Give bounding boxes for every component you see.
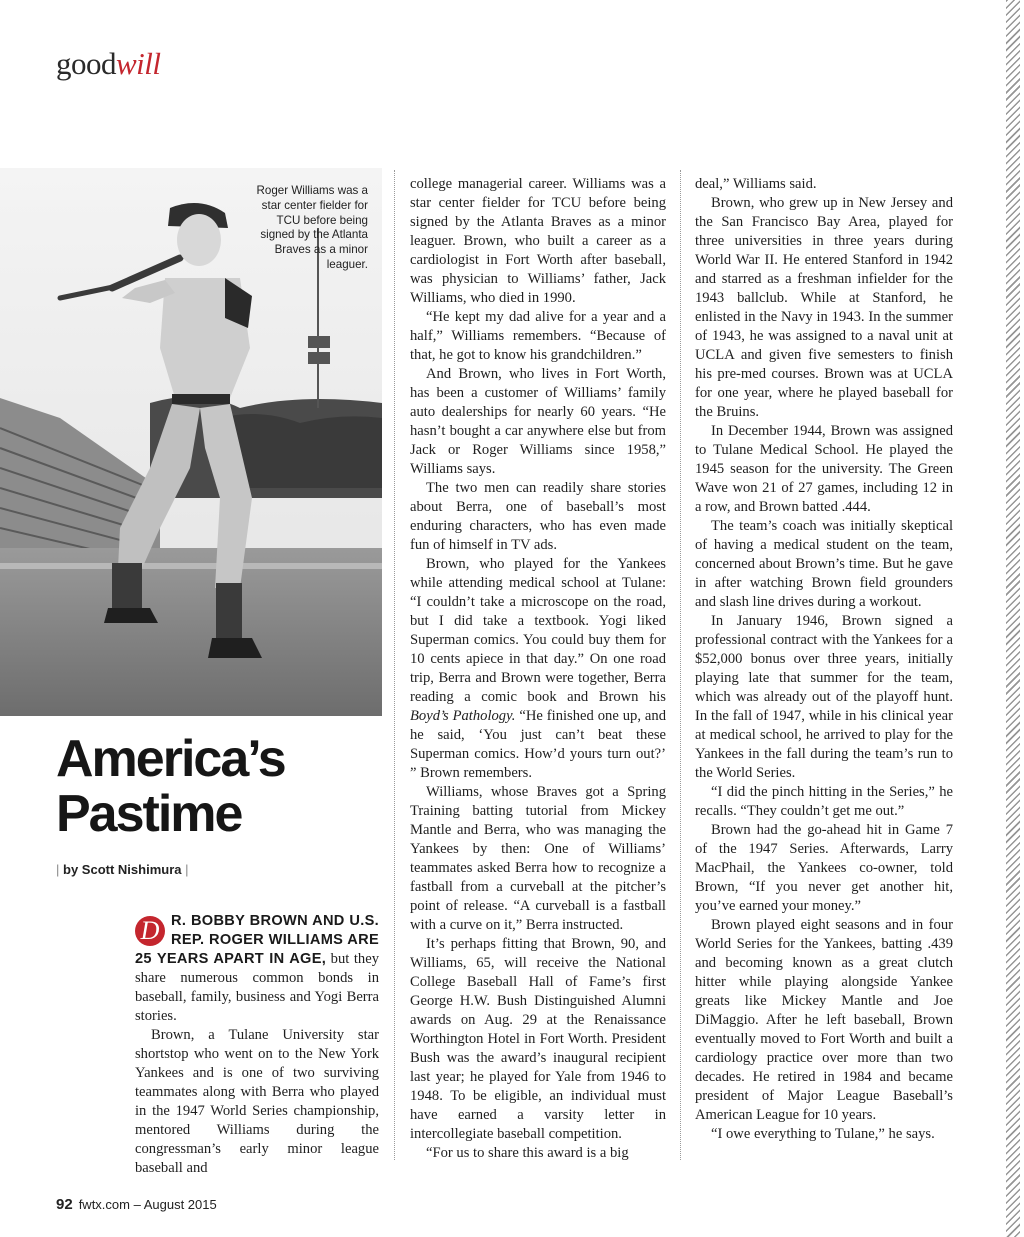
body-paragraph: Brown, a Tulane University star shortstop who went on to the New York Yankees and is one of two surviving teammates along with Berra who played in the 1947 World Series championship, mentored Williams during the congressman’s early minor league baseball and <box>135 1027 379 1176</box>
body-paragraph: Brown played eight seasons and in four World Series for the Yankees, batting .439 and becoming known as a great clutch hitter while playing alongside Yankee greats like Mickey Mantle and Joe DiMaggio. After he left baseball, Brown eventually moved to Fort Worth and built a cardiology practice over more than two decades. He retired in 1984 and became president of Major League Baseball’s American League for 10 years. <box>695 917 953 1123</box>
body-text: Brown, who played for the Yankees while attending medical school at Tulane: “I couldn’t take a microscope on the road, but I did take a textbook. Yogi liked Superman comics. You could buy them for 10 cents apiece in that day.” On one road trip, Berra and Brown were together, Berra reading a comic book and Brown his <box>410 556 666 705</box>
body-paragraph <box>410 555 666 783</box>
body-paragraph-continued: deal,” Williams said. <box>695 176 817 192</box>
book-title: Boyd’s Pathology. <box>410 708 516 724</box>
body-paragraph: In January 1946, Brown signed a professional contract with the Yankees for a $52,000 bonus over three years, initially playing late that summer for the team, which was already out of the playoff hunt. In the fall of 1947, while in his clinical year at medical school, he arrived to play for the Yankees in the fall during the team’s run to the World Series. <box>695 613 953 781</box>
lead-caps-text: R. BOBBY BROWN AND U.S. REP. ROGER WILLIAMS ARE 25 YEARS APART IN AGE, <box>135 913 379 967</box>
body-paragraph: The team’s coach was initially skeptical of having a medical student on the team, concerned about Brown’s time. But he gave in after watching Brown field grounders and slash line drives during a workout. <box>695 518 953 610</box>
body-paragraph-continued: college managerial career. Williams was a star center fielder for TCU before being signed by the Atlanta Braves as a minor leaguer. Brown, who built a career as a cardiologist in Fort Worth after baseball, was physician to Williams’ father, Jack Williams, who died in 1990. <box>410 176 666 306</box>
body-text: “He finished one up, and he said, ‘You just can’t beat these Superman comics. How’d yours turn out?’ ” Brown remembers. <box>410 708 667 781</box>
column-rule <box>680 170 681 1160</box>
body-paragraph: Brown had the go-ahead hit in Game 7 of the 1947 Series. Afterwards, Larry MacPhail, the Yankees co-owner, told Brown, “If you never get another hit, you’ve earned your money.” <box>695 822 953 914</box>
body-paragraph: “I did the pinch hitting in the Series,” he recalls. “They couldn’t get me out.” <box>695 784 953 819</box>
byline <box>56 862 189 877</box>
article-column-3 <box>695 175 953 1144</box>
byline-pipe-right: | <box>185 862 189 877</box>
column-rule <box>394 170 395 1160</box>
body-paragraph: Brown, who grew up in New Jersey and the San Francisco Bay Area, played for three universities in three years during World War II. He entered Stanford in 1942 and starred as a freshman infielder for the 1943 ballclub. While at Stanford, he enlisted in the Navy in 1943. In the summer of 1943, he was assigned to a naval unit at UCLA and given five semesters to finish his pre-med courses. Brown was at UCLA for one year, where he played baseball for the Bruins. <box>695 195 953 420</box>
byline-author: by Scott Nishimura <box>63 862 182 877</box>
lead-paragraph <box>135 912 379 1026</box>
publication-info: fwtx.com – August 2015 <box>78 1197 217 1212</box>
article-column-1 <box>135 912 379 1178</box>
lead-rest-text: but they share numerous common bonds in baseball, family, business and Yogi Berra stories. <box>135 951 379 1024</box>
body-paragraph: The two men can readily share stories about Berra, one of baseball’s most enduring characters, who has even made fun of himself in TV ads. <box>410 480 666 553</box>
article-column-2 <box>410 175 666 1163</box>
page-footer <box>56 1196 217 1213</box>
photo-caption: Roger Williams was a star center fielder for TCU before being signed by the Atlanta Braves as a minor leaguer. <box>256 184 368 271</box>
body-paragraph: Williams, whose Braves got a Spring Training batting tutorial from Mickey Mantle and Berra, who was managing the Yankees by then: One of Williams’ teammates asked Berra how to recognize a fastball from a curveball at the pitcher’s point of release. “A curveball is a fastball with a curve on it,” Berra instructed. <box>410 784 666 933</box>
body-paragraph: “He kept my dad alive for a year and a half,” Williams remembers. “Because of that, he got to know his grandchildren.” <box>410 309 666 363</box>
body-paragraph: And Brown, who lives in Fort Worth, has been a customer of Williams’ family auto dealerships for nearly 60 years. “He hasn’t bought a car anywhere else but from Jack or Roger Williams since 1958,” Williams says. <box>410 366 666 477</box>
page-number: 92 <box>56 1196 73 1213</box>
body-paragraph: “For us to share this award is a big <box>426 1145 629 1161</box>
headline-line-1: America’s <box>56 730 285 788</box>
article-headline <box>56 732 376 842</box>
section-tag-suffix: will <box>116 46 161 81</box>
body-paragraph: In December 1944, Brown was assigned to Tulane Medical School. He played the 1945 season for the university. The Green Wave won 21 of 27 games, including 12 in a row, and Brown batted .444. <box>695 423 953 515</box>
drop-cap: D <box>135 916 165 946</box>
section-tag <box>56 48 161 79</box>
page-edge-pattern <box>1006 0 1020 1237</box>
body-paragraph: It’s perhaps fitting that Brown, 90, and Williams, 65, will receive the National College Baseball Hall of Fame’s first George H.W. Bush Distinguished Alumni awards on Aug. 29 at the Renaissance Worthington Hotel in Fort Worth. President Bush was the award’s inaugural recipient last year; he played for Yale from 1946 to 1948. To be eligible, an individual must have earned a varsity letter in intercollegiate baseball competition. <box>410 936 666 1142</box>
headline-line-2: Pastime <box>56 785 242 843</box>
byline-pipe-left: | <box>56 862 60 877</box>
section-tag-prefix: good <box>56 46 116 81</box>
body-paragraph: “I owe everything to Tulane,” he says. <box>711 1126 935 1142</box>
